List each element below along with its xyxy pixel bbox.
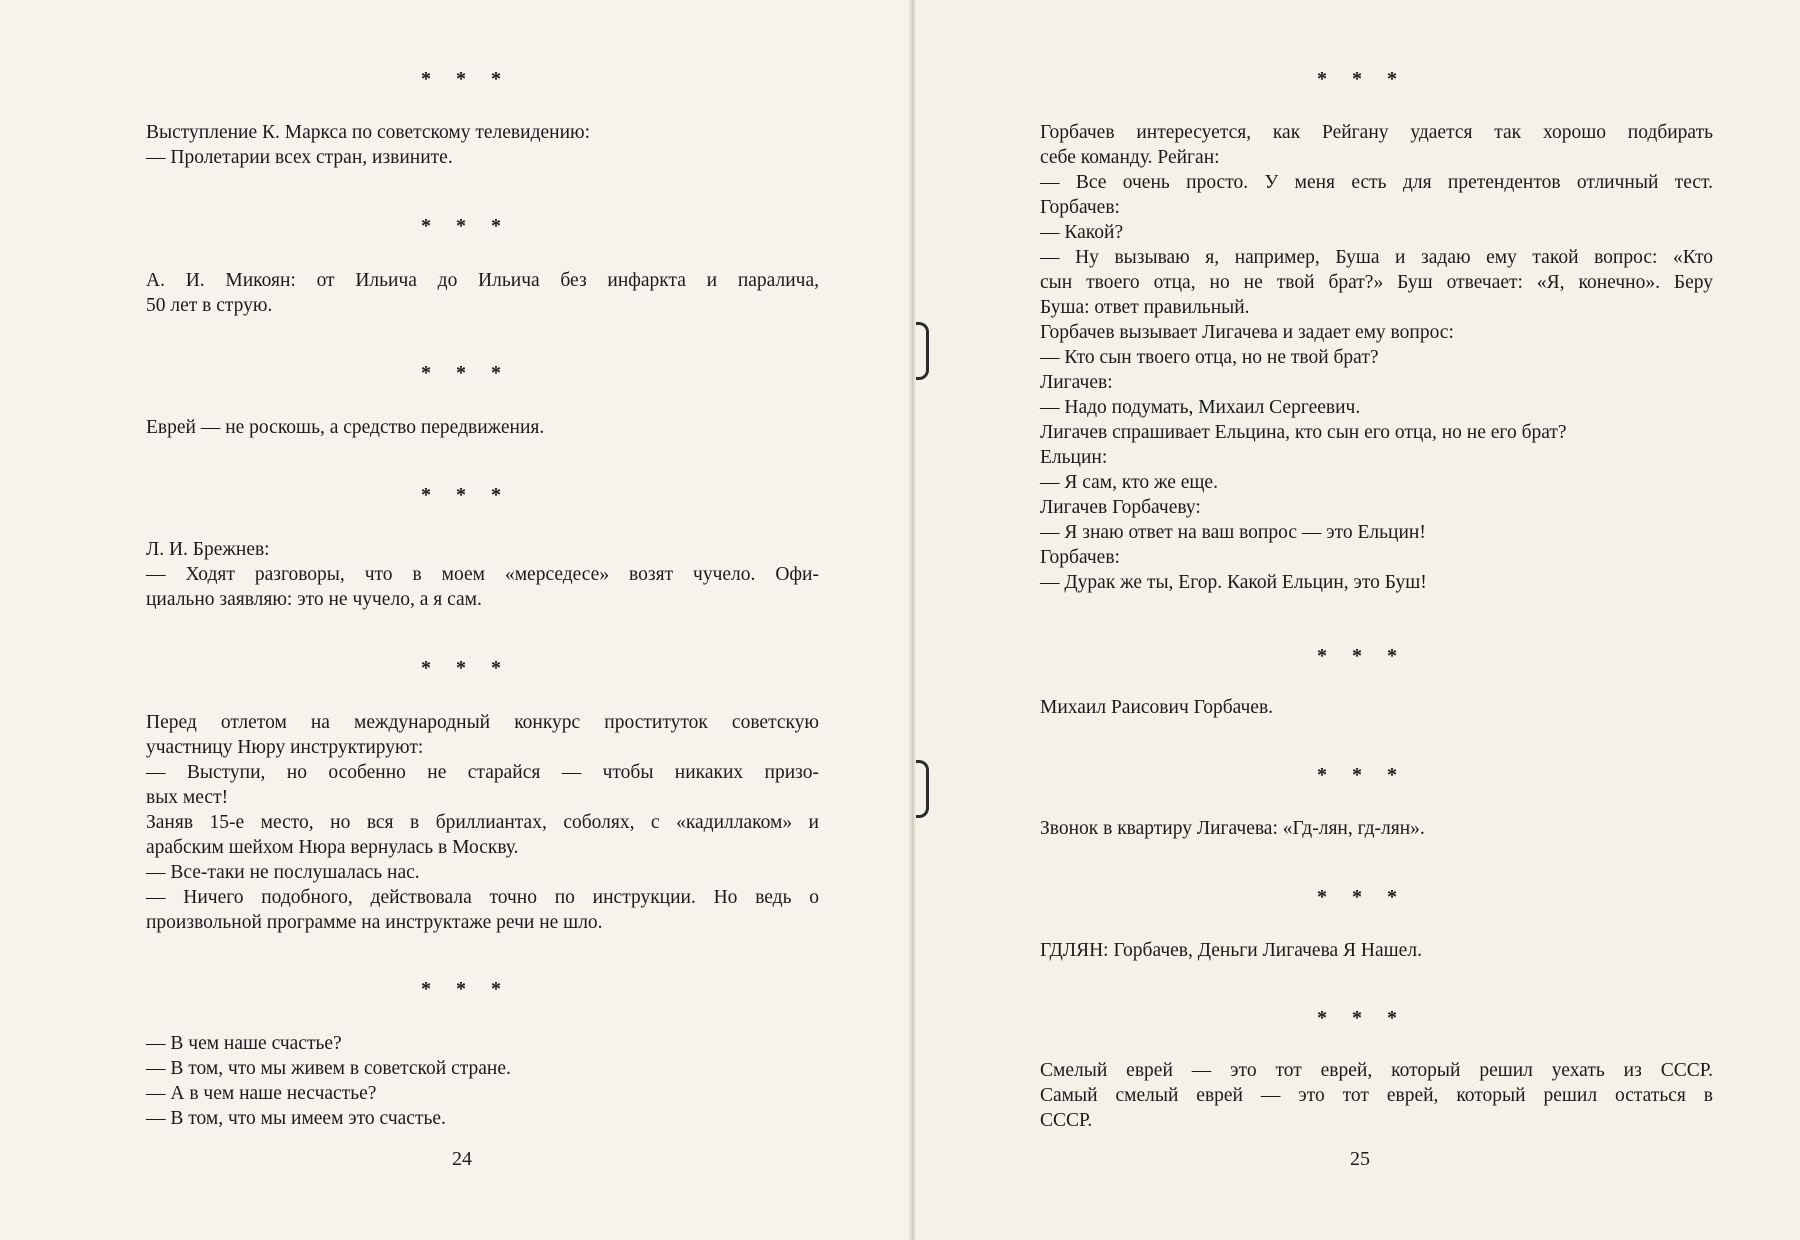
text-line: — Все очень просто. У меня есть для претендентов отличный тест. (1040, 172, 1713, 193)
text-line: арабским шейхом Нюра вернулась в Москву. (146, 837, 519, 858)
text-line: — Выступи, но особенно не старайся — чтобы никаких призо- (146, 762, 819, 783)
text-line: Звонок в квартиру Лигачева: «Гд-лян, гд-лян». (1040, 818, 1425, 839)
text-line: Михаил Раисович Горбачев. (1040, 697, 1274, 718)
joke-brave-jew (1040, 1058, 1713, 1133)
separator: * * * (421, 68, 511, 90)
text-line: СССР. (1040, 1110, 1093, 1131)
text-line: Лигачев Горбачеву: (1040, 497, 1201, 518)
separator: * * * (1317, 68, 1407, 90)
text-line: — Все-таки не послушалась нас. (146, 862, 420, 883)
text-line: циально заявляю: это не чучело, а я сам. (146, 589, 482, 610)
separator: * * * (421, 362, 511, 384)
text-line: Лигачев спрашивает Ельцина, кто сын его отца, но не его брат? (1040, 422, 1567, 443)
joke-mikoyan (146, 268, 819, 318)
text-line: Заняв 15-е место, но вся в бриллиантах, соболях, с «кадиллаком» и (146, 812, 819, 833)
text-line: — В чем наше счастье? (146, 1033, 342, 1054)
text-line: Еврей — не роскошь, а средство передвижения. (146, 417, 545, 438)
text-line: 50 лет в струю. (146, 295, 273, 316)
text-line: Горбачев: (1040, 197, 1120, 218)
page-number-left: 24 (452, 1148, 472, 1170)
staple-top (916, 322, 929, 380)
joke-marx (146, 120, 819, 170)
joke-raisovich (1040, 695, 1713, 720)
text-line: — Кто сын твоего отца, но не твой брат? (1040, 347, 1379, 368)
text-line: — В том, что мы имеем это счастье. (146, 1108, 446, 1129)
text-line: — Дурак же ты, Егор. Какой Ельцин, это Буш! (1040, 572, 1427, 593)
text-line: Смелый еврей — это тот еврей, который решил уехать из СССР. (1040, 1060, 1713, 1081)
text-line: участницу Нюру инструктируют: (146, 737, 424, 758)
text-line: Горбачев: (1040, 547, 1120, 568)
joke-gdlyan-doorbell (1040, 816, 1713, 841)
text-line: — В том, что мы живем в советской стране. (146, 1058, 511, 1079)
text-line: — Какой? (1040, 222, 1124, 243)
text-line: — Надо подумать, Михаил Сергеевич. (1040, 397, 1361, 418)
text-line: — Пролетарии всех стран, извините. (146, 147, 453, 168)
text-line: Выступление К. Маркса по советскому телевидению: (146, 122, 591, 143)
joke-gdlyan-acronym (1040, 938, 1713, 963)
joke-jew (146, 415, 819, 440)
joke-reagan (1040, 120, 1713, 595)
page-number-right: 25 (1350, 1148, 1370, 1170)
text-line: себе команду. Рейган: (1040, 147, 1220, 168)
separator: * * * (421, 215, 511, 237)
joke-brezhnev (146, 537, 819, 612)
text-line: — Ну вызываю я, например, Буша и задаю ему такой вопрос: «Кто (1040, 247, 1713, 268)
separator: * * * (421, 657, 511, 679)
separator: * * * (1317, 1007, 1407, 1029)
separator: * * * (1317, 764, 1407, 786)
text-line: ГДЛЯН: Горбачев, Деньги Лигачева Я Нашел. (1040, 940, 1422, 961)
text-line: — Я сам, кто же еще. (1040, 472, 1218, 493)
text-line: вых мест! (146, 787, 229, 808)
joke-happiness (146, 1031, 819, 1131)
text-line: Лигачев: (1040, 372, 1113, 393)
staple-bottom (916, 760, 929, 818)
book-gutter (908, 0, 916, 1240)
text-line: — А в чем наше несчастье? (146, 1083, 377, 1104)
text-line: Горбачев вызывает Лигачева и задает ему вопрос: (1040, 322, 1454, 343)
separator: * * * (1317, 645, 1407, 667)
separator: * * * (1317, 886, 1407, 908)
separator: * * * (421, 484, 511, 506)
text-line: — Ничего подобного, действовала точно по инструкции. Но ведь о (146, 887, 819, 908)
text-line: сын твоего отца, но не твой брат?» Буш отвечает: «Я, конечно». Беру (1040, 272, 1713, 293)
separator: * * * (421, 978, 511, 1000)
text-line: Буша: ответ правильный. (1040, 297, 1250, 318)
text-line: произвольной программе на инструктаже речи не шло. (146, 912, 603, 933)
text-line: — Я знаю ответ на ваш вопрос — это Ельцин! (1040, 522, 1426, 543)
text-line: Самый смелый еврей — это тот еврей, который решил остаться в (1040, 1085, 1713, 1106)
text-line: Перед отлетом на международный конкурс проституток советскую (146, 712, 819, 733)
text-line: Ельцин: (1040, 447, 1108, 468)
text-line: — Ходят разговоры, что в моем «мерседесе» возят чучело. Офи- (146, 564, 819, 585)
text-line: Горбачев интересуется, как Рейгану удается так хорошо подбирать (1040, 122, 1713, 143)
text-line: Л. И. Брежнев: (146, 539, 270, 560)
text-line: А. И. Микоян: от Ильича до Ильича без инфаркта и паралича, (146, 270, 819, 291)
joke-nyura (146, 710, 819, 935)
